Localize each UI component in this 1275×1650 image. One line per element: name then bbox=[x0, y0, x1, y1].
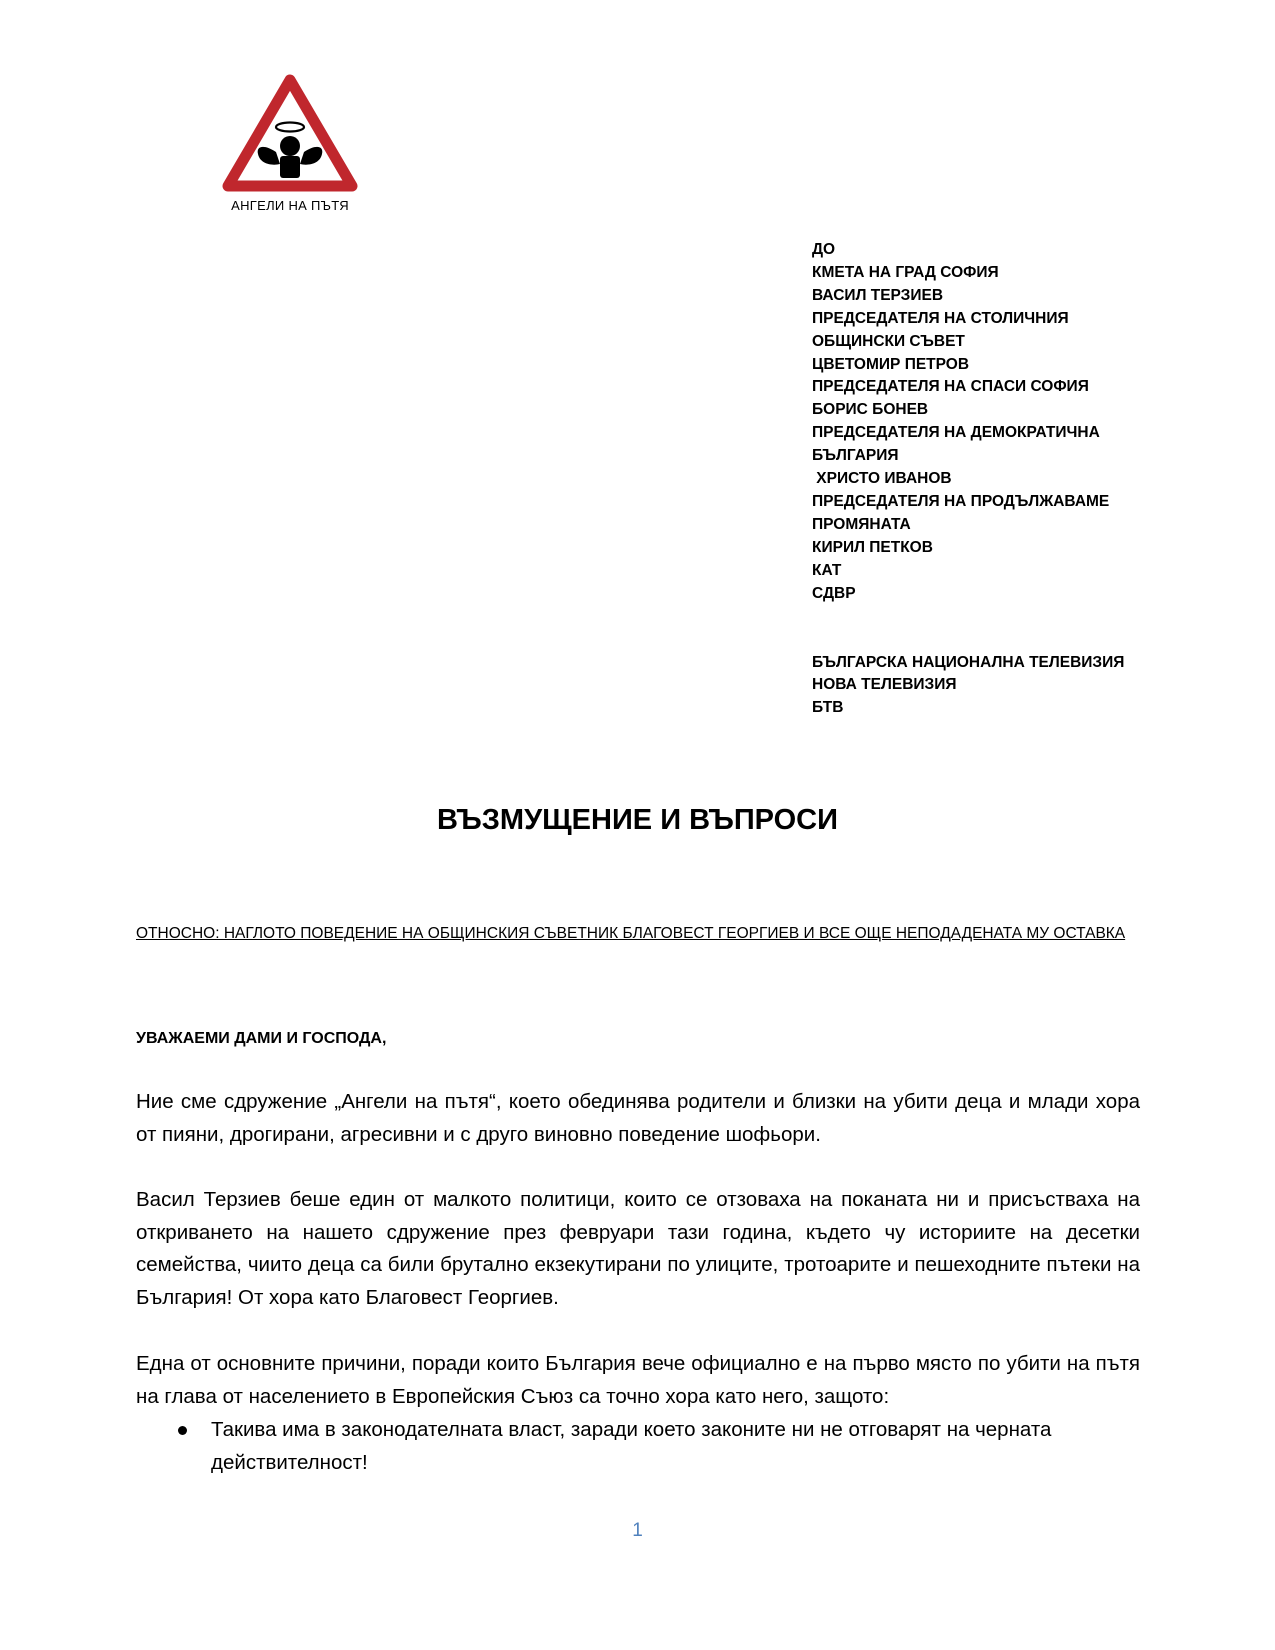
recipient-line: ВАСИЛ ТЕРЗИЕВ bbox=[812, 286, 944, 304]
logo-caption: АНГЕЛИ НА ПЪТЯ bbox=[231, 198, 349, 213]
recipient-line: КМЕТА НА ГРАД СОФИЯ bbox=[812, 263, 999, 281]
paragraph: Една от основните причини, поради които България вече официално е на първо място по убити на пътя на глава от населението в Европейския Съюз са точно хора като него, защото: bbox=[136, 1352, 1140, 1408]
recipient-line: НОВА ТЕЛЕВИЗИЯ bbox=[812, 676, 957, 694]
bullet-item bbox=[174, 1414, 1140, 1479]
page-number: 1 bbox=[632, 1520, 643, 1541]
recipient-line: ПРЕДСЕДАТЕЛЯ НА ДЕМОКРАТИЧНА bbox=[812, 424, 1100, 442]
recipients-block bbox=[812, 239, 1232, 720]
recipient-line: ПРЕДСЕДАТЕЛЯ НА СТОЛИЧНИЯ bbox=[812, 309, 1069, 327]
recipient-line: ПРОМЯНАТА bbox=[812, 515, 911, 533]
recipient-line: ДО bbox=[812, 241, 836, 258]
document-title: ВЪЗМУЩЕНИЕ И ВЪПРОСИ bbox=[437, 804, 838, 836]
bullet-icon bbox=[178, 1426, 187, 1435]
paragraph: Ние сме сдружение „Ангели на пътя“, което обединява родители и близки на убити деца и млади хора от пияни, дрогирани, агресивни и с друго виновно поведение шофьори. bbox=[136, 1090, 1140, 1146]
recipient-line: ХРИСТО ИВАНОВ bbox=[812, 470, 952, 488]
recipient-line: БЪЛГАРИЯ bbox=[812, 447, 899, 465]
paragraph: Васил Терзиев беше един от малкото политици, които се отзоваха на поканата ни и присъстваха на откриването на нашето сдружение през февруари тази година, където чу историите на десетки семейства, чиито деца са били брутално екзекутирани по улиците, тротоарите и пешеходните пътеки на България! От хора като Благовест Георгиев. bbox=[136, 1188, 1140, 1309]
logo bbox=[220, 72, 360, 213]
recipient-line: ПРЕДСЕДАТЕЛЯ НА СПАСИ СОФИЯ bbox=[812, 378, 1089, 396]
recipient-line: СДВР bbox=[812, 584, 856, 602]
recipient-line: ПРЕДСЕДАТЕЛЯ НА ПРОДЪЛЖАВАМЕ bbox=[812, 492, 1110, 510]
recipient-line: КИРИЛ ПЕТКОВ bbox=[812, 538, 933, 556]
recipient-line: КАТ bbox=[812, 561, 842, 579]
recipient-line: БЪЛГАРСКА НАЦИОНАЛНА ТЕЛЕВИЗИЯ bbox=[812, 653, 1125, 671]
recipient-line: ЦВЕТОМИР ПЕТРОВ bbox=[812, 355, 970, 373]
recipient-line: БОРИС БОНЕВ bbox=[812, 401, 929, 419]
subject-line: ОТНОСНО: НАГЛОТО ПОВЕДЕНИЕ НА ОБЩИНСКИЯ СЪВЕТНИК БЛАГОВЕСТ ГЕОРГИЕВ И ВСЕ ОЩЕ НЕПОДАДЕНАТА МУ ОСТАВКА bbox=[136, 925, 1126, 942]
recipient-line: ОБЩИНСКИ СЪВЕТ bbox=[812, 332, 965, 350]
bullet-text: Такива има в законодателната власт, заради което законите ни не отговарят на черната действителност! bbox=[211, 1418, 1052, 1474]
recipient-line: БТВ bbox=[812, 699, 844, 717]
angel-warning-triangle-icon bbox=[220, 72, 360, 194]
salutation: УВАЖАЕМИ ДАМИ И ГОСПОДА, bbox=[136, 1030, 387, 1047]
